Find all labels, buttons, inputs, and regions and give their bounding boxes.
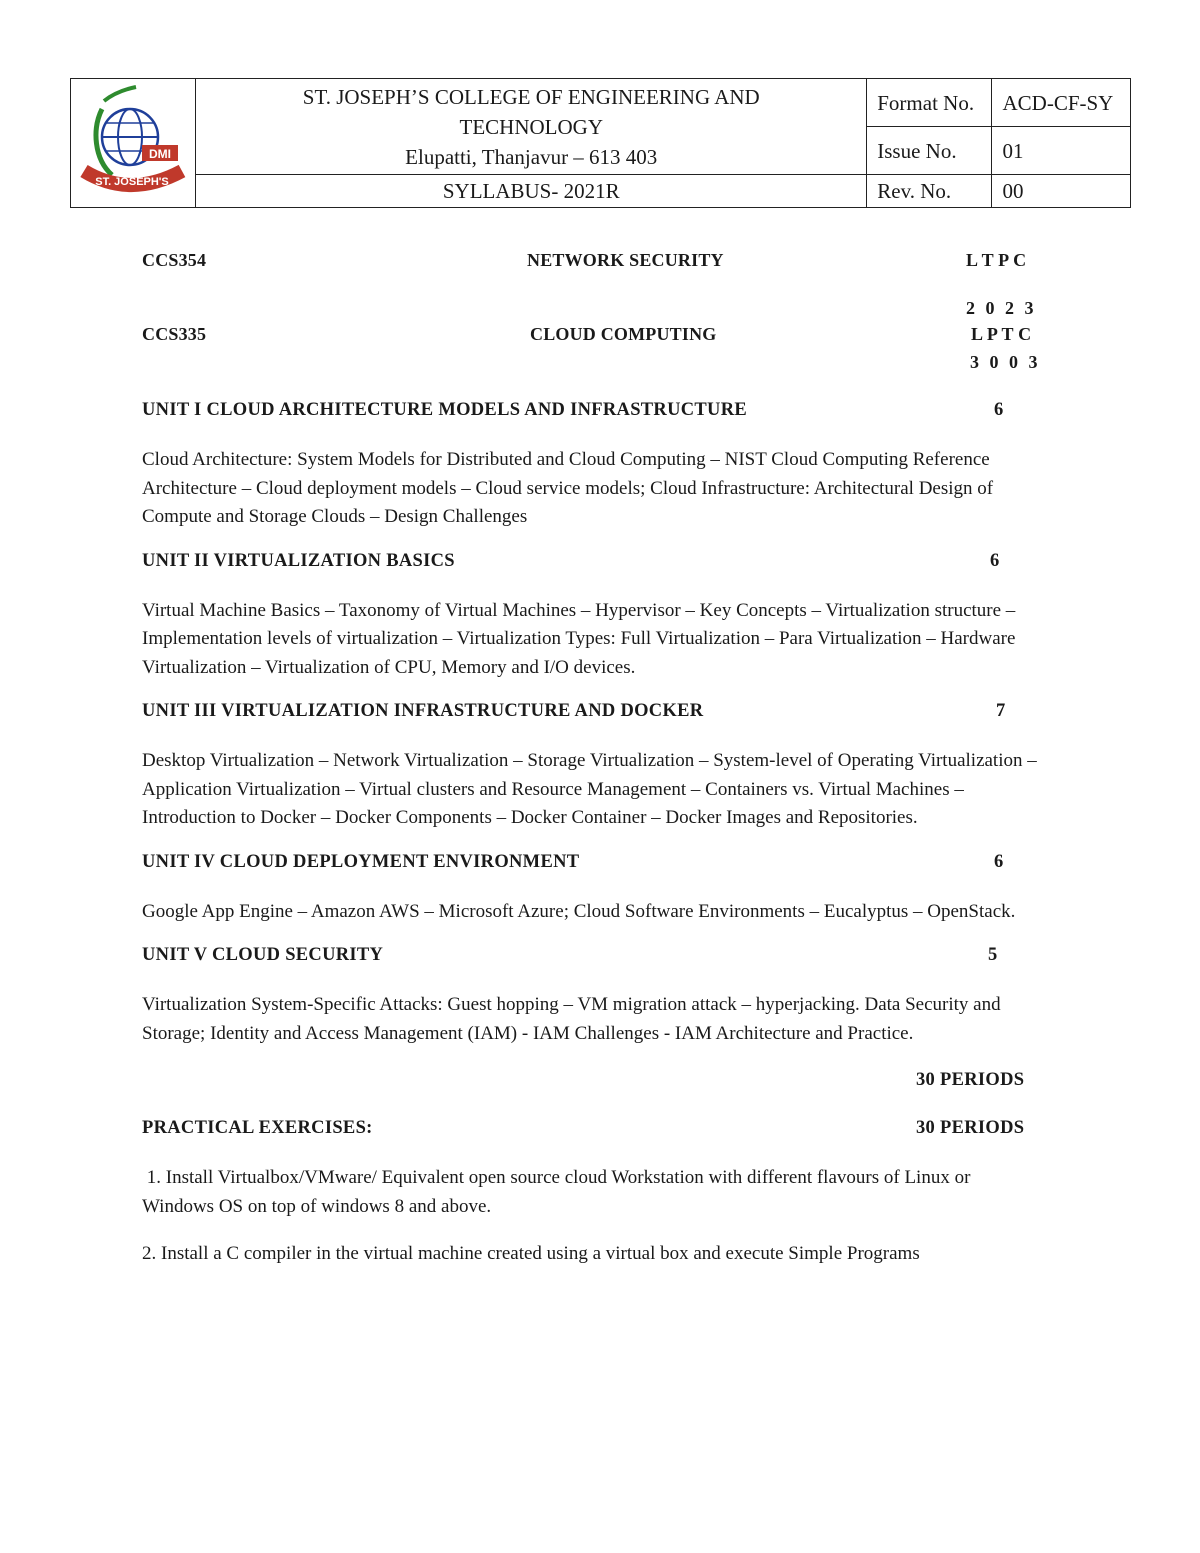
course1-ltpc-label: L T P C xyxy=(966,250,1027,270)
college-name-line1: ST. JOSEPH’S COLLEGE OF ENGINEERING AND xyxy=(302,84,760,109)
total-periods-row xyxy=(142,1070,1042,1098)
unit-3-title: UNIT III VIRTUALIZATION INFRASTRUCTURE AND DOCKER xyxy=(142,701,704,721)
unit-2-title: UNIT II VIRTUALIZATION BASICS xyxy=(142,550,455,571)
unit-5-hours: 5 xyxy=(988,945,998,965)
practical-heading xyxy=(142,1118,1042,1146)
format-label: Format No. xyxy=(867,79,992,127)
unit-4-title: UNIT IV CLOUD DEPLOYMENT ENVIRONMENT xyxy=(142,851,580,872)
practical-item-1: 1. Install Virtualbox/VMware/ Equivalent open source cloud Workstation with different flavours of Linux or Windows OS on top of windows 8 and above. xyxy=(142,1167,975,1217)
rev-label: Rev. No. xyxy=(867,175,992,208)
unit-1-heading xyxy=(142,400,1042,428)
course2-row xyxy=(142,324,1042,352)
course1-row xyxy=(142,250,1042,298)
unit-1-hours: 6 xyxy=(994,400,1004,420)
logo-cell xyxy=(71,79,196,208)
college-name-line2: TECHNOLOGY xyxy=(459,114,603,139)
unit-2-heading xyxy=(142,551,1042,579)
course2-ltpc-value: 3 0 0 3 xyxy=(970,352,1041,372)
issue-label: Issue No. xyxy=(867,127,992,175)
unit-2-hours: 6 xyxy=(990,550,1000,571)
course1-ltpc-value: 2 0 2 3 xyxy=(966,298,1037,318)
course2-code: CCS335 xyxy=(142,324,207,344)
svg-text:DMI: DMI xyxy=(149,147,172,161)
total-periods: 30 PERIODS xyxy=(916,1070,1025,1090)
college-address: Elupatti, Thanjavur – 613 403 xyxy=(405,144,658,169)
unit-3-hours: 7 xyxy=(996,701,1006,721)
course1-code: CCS354 xyxy=(142,250,207,270)
unit-4-text: Google App Engine – Amazon AWS – Microsoft Azure; Cloud Software Environments – Eucalyptus – OpenStack. xyxy=(142,900,1016,922)
unit-3-text: Desktop Virtualization – Network Virtualization – Storage Virtualization – System-level of Operating Virtualization – Application Virtualization – Virtual clusters and Resource Management – Containers vs. Virtual Machines – Introduction to Docker – Docker Components – Docker Container – Docker Images and Repositories. xyxy=(142,750,1037,828)
practical-item-2: 2. Install a C compiler in the virtual machine created using a virtual box and execute Simple Programs xyxy=(142,1243,920,1264)
issue-value: 01 xyxy=(992,127,1131,175)
unit-1-text: Cloud Architecture: System Models for Distributed and Cloud Computing – NIST Cloud Computing Reference Architecture – Cloud deployment models – Cloud service models; Cloud Infrastructure: Architectural Design of Compute and Storage Clouds – Design Challenges xyxy=(142,449,994,527)
course1-ltpc-row xyxy=(142,298,1042,324)
unit-2-text: Virtual Machine Basics – Taxonomy of Virtual Machines – Hypervisor – Key Concepts – Virtualization structure – Implementation levels of virtualization – Virtualization Types: Full Virtualization – Para Virtualization – Hardware Virtualization – Virtualization of CPU, Memory and I/O devices. xyxy=(142,599,1016,678)
unit-5-text: Virtualization System-Specific Attacks: Guest hopping – VM migration attack – hyperjacking. Data Security and Storage; Identity and Access Management (IAM) - IAM Challenges - IAM Architecture and Practice. xyxy=(142,994,1001,1044)
practical-periods: 30 PERIODS xyxy=(916,1118,1025,1138)
course2-title: CLOUD COMPUTING xyxy=(530,324,717,344)
header-table xyxy=(70,78,1131,208)
syllabus-content xyxy=(142,250,1042,1269)
course2-ltpc-row xyxy=(142,352,1042,400)
svg-text:ST. JOSEPH'S: ST. JOSEPH'S xyxy=(95,176,169,188)
unit-5-heading xyxy=(142,945,1042,973)
format-value: ACD-CF-SY xyxy=(992,79,1131,127)
practical-title: PRACTICAL EXERCISES: xyxy=(142,1118,373,1138)
syllabus-label: SYLLABUS- 2021R xyxy=(196,175,867,208)
college-logo-icon xyxy=(74,79,192,199)
course2-ltpc-label: L P T C xyxy=(971,324,1032,344)
unit-1-title: UNIT I CLOUD ARCHITECTURE MODELS AND INFRASTRUCTURE xyxy=(142,400,747,420)
unit-3-heading xyxy=(142,701,1042,729)
rev-value: 00 xyxy=(992,175,1131,208)
unit-5-title: UNIT V CLOUD SECURITY xyxy=(142,945,384,965)
unit-4-heading xyxy=(142,852,1042,880)
unit-4-hours: 6 xyxy=(994,851,1004,872)
course1-title: NETWORK SECURITY xyxy=(527,250,724,270)
college-name-cell xyxy=(196,79,867,175)
